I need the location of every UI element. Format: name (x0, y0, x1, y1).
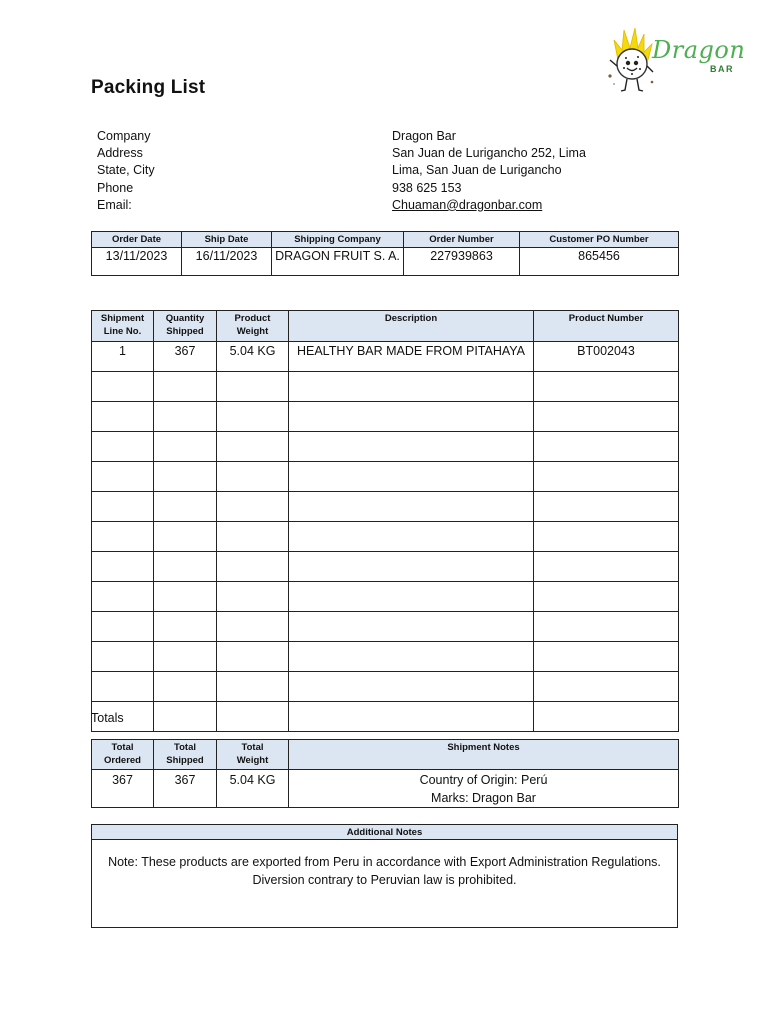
empty-cell (92, 432, 154, 462)
product-number: BT002043 (534, 342, 679, 372)
items-header-row (92, 311, 679, 342)
table-row (92, 402, 679, 432)
label-email: Email: (97, 197, 132, 212)
totals-values-row (92, 770, 679, 808)
logo-subtitle: BAR (710, 64, 734, 74)
empty-cell (217, 612, 289, 642)
empty-cell (534, 522, 679, 552)
shipment-notes (289, 770, 679, 808)
empty-cell (92, 462, 154, 492)
table-row (92, 642, 679, 672)
empty-cell (289, 402, 534, 432)
empty-cell (289, 672, 534, 702)
empty-cell (289, 372, 534, 402)
empty-cell (217, 552, 289, 582)
additional-notes-table (91, 824, 678, 928)
totals-header-row (92, 740, 679, 770)
note-line-1: Note: These products are exported from Peru in accordance with Export Administration Regulations. (108, 855, 661, 869)
empty-cell (534, 462, 679, 492)
empty-cell (92, 612, 154, 642)
empty-cell (217, 642, 289, 672)
empty-cell (534, 642, 679, 672)
empty-cell (217, 372, 289, 402)
empty-cell (154, 402, 217, 432)
empty-cell (92, 372, 154, 402)
line-items-table (91, 310, 679, 732)
total-shipped: 367 (154, 770, 217, 808)
empty-cell (217, 702, 289, 732)
empty-cell (154, 582, 217, 612)
empty-cell (92, 552, 154, 582)
total-weight: 5.04 KG (217, 770, 289, 808)
empty-cell (154, 492, 217, 522)
header-ship-date: Ship Date (182, 232, 272, 248)
header-product-weight: Product Weight (217, 311, 289, 342)
empty-cell (92, 402, 154, 432)
table-row (92, 672, 679, 702)
empty-cell (217, 492, 289, 522)
empty-cell (92, 642, 154, 672)
empty-cell (217, 672, 289, 702)
empty-cell (154, 672, 217, 702)
table-row (92, 492, 679, 522)
order-values-row (92, 248, 679, 276)
quantity-shipped: 367 (154, 342, 217, 372)
total-ordered: 367 (92, 770, 154, 808)
empty-cell (154, 462, 217, 492)
empty-cell (534, 432, 679, 462)
empty-cell (217, 432, 289, 462)
table-row (92, 552, 679, 582)
header-order-date: Order Date (92, 232, 182, 248)
table-row (92, 582, 679, 612)
table-row (92, 612, 679, 642)
company-phone: 938 625 153 (392, 180, 462, 195)
empty-cell (154, 432, 217, 462)
header-shipment-line-no: Shipment Line No. (92, 311, 154, 342)
logo-wordmark: Dragon (652, 36, 746, 64)
empty-cell (534, 582, 679, 612)
company-state-city: Lima, San Juan de Lurigancho (392, 163, 562, 178)
empty-cell (289, 522, 534, 552)
description: HEALTHY BAR MADE FROM PITAHAYA (289, 342, 534, 372)
company-email-link[interactable]: Chuaman@dragonbar.com (392, 197, 543, 212)
header-customer-po-number: Customer PO Number (520, 232, 679, 248)
table-row (92, 342, 679, 372)
empty-cell (92, 522, 154, 552)
label-company: Company (97, 129, 151, 143)
table-row (92, 522, 679, 552)
line-no: 1 (92, 342, 154, 372)
customer-po-number: 865456 (520, 248, 679, 276)
empty-cell (92, 672, 154, 702)
totals-label: Totals (91, 711, 124, 725)
notes-body-row (92, 840, 678, 928)
empty-cell (289, 612, 534, 642)
shipment-note-origin: Country of Origin: Perú (419, 773, 548, 787)
page-title: Packing List (91, 77, 206, 98)
empty-cell (289, 582, 534, 612)
empty-cell (289, 552, 534, 582)
header-total-weight: Total Weight (217, 740, 289, 770)
empty-cell (289, 492, 534, 522)
notes-header-row (92, 825, 678, 840)
company-info-values (392, 128, 692, 214)
company-info-labels (97, 128, 297, 214)
empty-rows (92, 372, 679, 732)
empty-cell (154, 522, 217, 552)
shipment-note-marks: Marks: Dragon Bar (431, 791, 536, 805)
ship-date: 16/11/2023 (182, 248, 272, 276)
order-table (91, 231, 679, 276)
table-row (92, 372, 679, 402)
header-additional-notes: Additional Notes (92, 825, 678, 840)
header-product-number: Product Number (534, 311, 679, 342)
empty-cell (534, 552, 679, 582)
company-name: Dragon Bar (392, 129, 456, 143)
label-address: Address (97, 146, 143, 161)
empty-cell (289, 642, 534, 672)
empty-cell (154, 552, 217, 582)
empty-cell (154, 372, 217, 402)
table-row (92, 462, 679, 492)
empty-cell (217, 402, 289, 432)
header-total-ordered: Total Ordered (92, 740, 154, 770)
label-state-city: State, City (97, 163, 155, 178)
empty-cell (534, 492, 679, 522)
empty-cell (534, 612, 679, 642)
empty-cell (92, 582, 154, 612)
header-order-number: Order Number (404, 232, 520, 248)
order-header-row (92, 232, 679, 248)
empty-cell (154, 612, 217, 642)
empty-cell (92, 492, 154, 522)
header-shipping-company: Shipping Company (272, 232, 404, 248)
empty-cell (289, 702, 534, 732)
order-date: 13/11/2023 (92, 248, 182, 276)
label-phone: Phone (97, 180, 134, 195)
note-line-2: Diversion contrary to Peruvian law is prohibited. (252, 873, 517, 887)
empty-cell (217, 522, 289, 552)
header-shipment-notes: Shipment Notes (289, 740, 679, 770)
empty-cell (289, 462, 534, 492)
empty-cell (534, 372, 679, 402)
company-address: San Juan de Lurigancho 252, Lima (392, 146, 586, 161)
empty-cell (154, 642, 217, 672)
header-quantity-shipped: Quantity Shipped (154, 311, 217, 342)
totals-table (91, 739, 679, 808)
header-total-shipped: Total Shipped (154, 740, 217, 770)
empty-cell (534, 402, 679, 432)
empty-cell (217, 462, 289, 492)
additional-notes-body (92, 840, 678, 928)
product-weight: 5.04 KG (217, 342, 289, 372)
empty-cell (534, 672, 679, 702)
table-row (92, 702, 679, 732)
order-number: 227939863 (404, 248, 520, 276)
header-description: Description (289, 311, 534, 342)
table-row (92, 432, 679, 462)
empty-cell (217, 582, 289, 612)
empty-cell (289, 432, 534, 462)
empty-cell (154, 702, 217, 732)
shipping-company: DRAGON FRUIT S. A. (272, 248, 404, 276)
empty-cell (534, 702, 679, 732)
